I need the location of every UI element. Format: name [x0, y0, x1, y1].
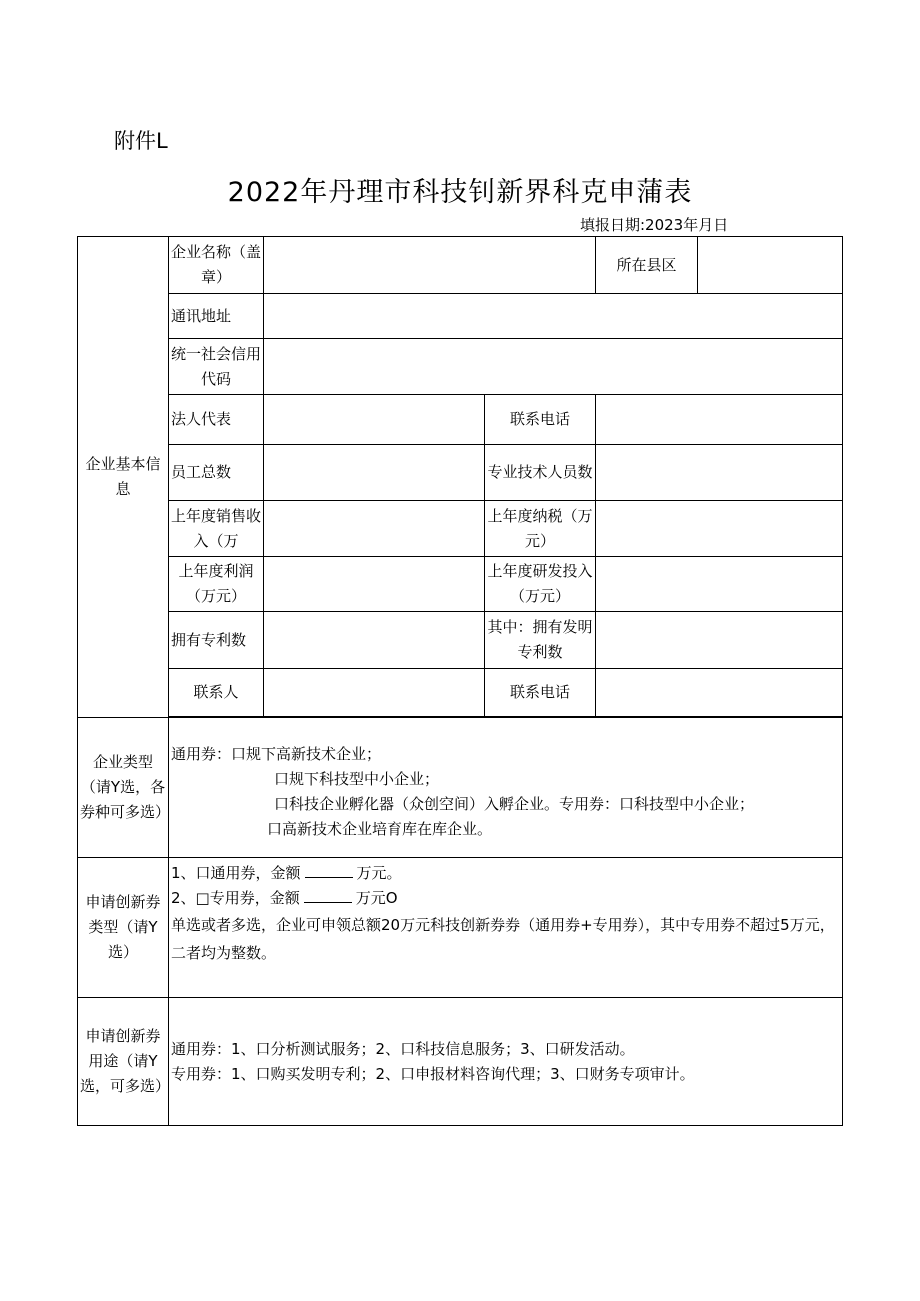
phone-field-1[interactable]: [596, 395, 843, 445]
voucher-type-label: 申请创新券类型（请Y选）: [78, 858, 169, 998]
fill-date: 填报日期:2023年月日: [580, 216, 729, 234]
credit-code-field[interactable]: [264, 339, 843, 395]
profit-label: 上年度利润（万元）: [169, 557, 264, 612]
company-name-field[interactable]: [264, 237, 596, 294]
company-name-label: 企业名称（盖章）: [169, 237, 264, 294]
contact-field[interactable]: [264, 669, 485, 717]
tech-staff-field[interactable]: [596, 445, 843, 501]
voucher-type-line-2: [171, 886, 840, 911]
legal-rep-label: 法人代表: [169, 395, 264, 445]
tax-label: 上年度纳税（万元）: [485, 501, 596, 557]
special-amount-blank[interactable]: [304, 888, 352, 903]
general-voucher-option[interactable]: 1、口通用券，金额: [171, 864, 301, 882]
legal-rep-row: [78, 395, 843, 445]
form-title: 2022年丹理市科技钊新界科克申蒲表: [227, 177, 693, 208]
sales-field[interactable]: [264, 501, 485, 557]
voucher-usage-label: 申请创新券用途（请Y选，可多选）: [78, 998, 169, 1126]
phone-field-2[interactable]: [596, 669, 843, 717]
patents-field[interactable]: [264, 612, 485, 669]
general-amount-blank[interactable]: [305, 863, 353, 878]
enterprise-type-line-2[interactable]: 口规下科技型中小企业；: [274, 769, 440, 788]
enterprise-type-options: [169, 718, 843, 858]
profit-rd-row: [78, 557, 843, 612]
basic-info-section-label: 企业基本信息: [78, 237, 169, 718]
sales-label: 上年度销售收入（万: [169, 501, 264, 557]
special-voucher-option[interactable]: 2、□专用券，金额: [171, 889, 300, 907]
credit-code-label: 统一社会信用代码: [169, 339, 264, 395]
voucher-type-line-1: [171, 861, 840, 886]
rd-field[interactable]: [596, 557, 843, 612]
enterprise-type-line-3[interactable]: 口科技企业孵化器（众创空间）入孵企业。专用券：口科技型中小企业；: [274, 794, 755, 813]
phone-label-1: 联系电话: [485, 395, 596, 445]
employees-row: [78, 445, 843, 501]
enterprise-type-line-4[interactable]: 口高新技术企业培育库在库企业。: [267, 819, 493, 838]
special-amount-unit: 万元O: [355, 889, 398, 907]
contact-row: [78, 669, 843, 717]
invention-patents-field[interactable]: [596, 612, 843, 669]
tech-staff-label: 专业技术人员数: [485, 445, 596, 501]
voucher-usage-options: [169, 998, 843, 1126]
voucher-type-note: 单选或者多选，企业可申领总额20万元科技创新券券（通用券+专用券），其中专用券不超过5万元，二者均为整数。: [171, 916, 835, 962]
rd-label: 上年度研发投入（万元）: [485, 557, 596, 612]
patents-label: 拥有专利数: [169, 612, 264, 669]
voucher-usage-row: [78, 998, 843, 1126]
address-label: 通讯地址: [169, 294, 264, 339]
profit-field[interactable]: [264, 557, 485, 612]
application-form-table: [77, 236, 843, 1126]
voucher-type-options: [169, 858, 843, 998]
credit-code-row: [78, 339, 843, 395]
enterprise-type-label: 企业类型（请Y选，各券种可多选）: [78, 718, 169, 858]
tax-field[interactable]: [596, 501, 843, 557]
employees-field[interactable]: [264, 445, 485, 501]
enterprise-type-row: [78, 718, 843, 858]
patents-row: [78, 612, 843, 669]
contact-label: 联系人: [169, 669, 264, 717]
voucher-type-row: [78, 858, 843, 998]
invention-patents-label: 其中：拥有发明专利数: [485, 612, 596, 669]
sales-tax-row: [78, 501, 843, 557]
enterprise-type-line-1[interactable]: 通用券：口规下高新技术企业；: [171, 744, 382, 763]
phone-label-2: 联系电话: [485, 669, 596, 717]
general-amount-unit: 万元。: [356, 864, 402, 882]
voucher-usage-line-2[interactable]: 专用券：1、口购买发明专利；2、口申报材料咨询代理；3、口财务专项审计。: [171, 1064, 695, 1083]
attachment-label: 附件L: [114, 129, 168, 153]
address-field[interactable]: [264, 294, 843, 339]
county-field[interactable]: [698, 237, 843, 294]
employees-label: 员工总数: [169, 445, 264, 501]
voucher-usage-line-1[interactable]: 通用券：1、口分析测试服务；2、口科技信息服务；3、口研发活动。: [171, 1039, 635, 1058]
legal-rep-field[interactable]: [264, 395, 485, 445]
county-label: 所在县区: [596, 237, 698, 294]
address-row: [78, 294, 843, 339]
company-name-row: [78, 237, 843, 294]
